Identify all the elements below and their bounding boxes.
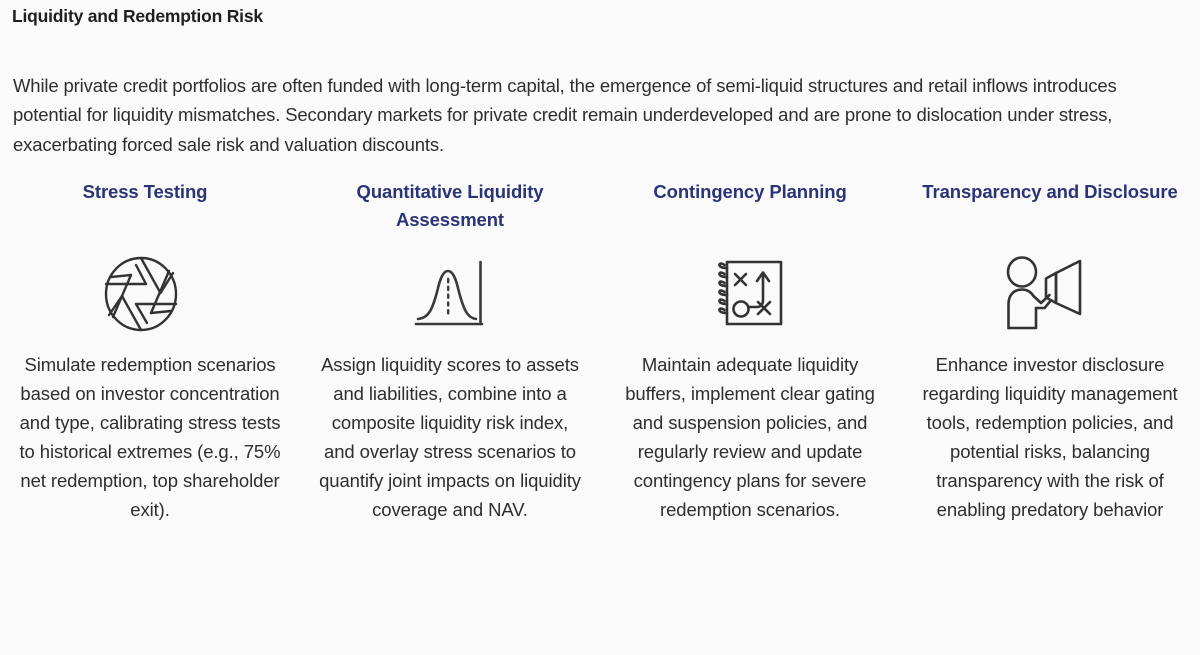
person-with-megaphone-icon-container — [1000, 238, 1086, 350]
pillar-column-contingency-planning — [600, 178, 900, 524]
person-with-megaphone-icon — [1000, 256, 1086, 332]
intro-paragraph: While private credit portfolios are often funded with long-term capital, the emergence of semi-liquid structures and retail inflows introduces potential for liquidity mismatches. Secondary markets for private credit remain underdeveloped and are prone to dislocation under stress, exacerbating forced sale risk and valuation discounts. — [13, 74, 1117, 155]
aperture-icon — [103, 255, 179, 333]
pillar-heading-transparency-and-disclosure: Transparency and Disclosure — [922, 181, 1178, 202]
strategy-playbook-icon-container — [714, 238, 786, 350]
bell-curve-chart-icon-container — [414, 238, 486, 350]
pillar-body-transparency-and-disclosure: Enhance investor disclosure regarding liquidity management tools, redemption policies, and potential risks, balancing transparency with the risk of enabling predatory behavior — [922, 354, 1178, 520]
pillar-body-contingency-planning: Maintain adequate liquidity buffers, implement clear gating and suspension policies, and regularly review and update contingency plans for severe redemption scenarios. — [625, 354, 875, 520]
pillar-heading-quantitative-liquidity-assessment: Quantitative Liquidity Assessment — [356, 181, 544, 230]
pillar-columns — [0, 178, 1200, 524]
pillar-column-transparency-and-disclosure — [900, 178, 1200, 524]
strategy-playbook-icon — [714, 257, 786, 331]
pillar-column-stress-testing — [0, 178, 300, 524]
pillar-column-quantitative-liquidity-assessment — [300, 178, 600, 524]
page-title: Liquidity and Redemption Risk — [12, 6, 263, 26]
pillar-body-stress-testing: Simulate redemption scenarios based on investor concentration and type, calibrating stress tests to historical extremes (e.g., 75% net redemption, top shareholder exit). — [19, 354, 281, 520]
aperture-icon-container — [103, 238, 179, 350]
pillar-body-quantitative-liquidity-assessment: Assign liquidity scores to assets and liabilities, combine into a composite liquidity risk index, and overlay stress scenarios to quantify joint impacts on liquidity coverage and NAV. — [319, 354, 581, 520]
pillar-heading-contingency-planning: Contingency Planning — [653, 181, 847, 202]
bell-curve-chart-icon — [414, 259, 486, 329]
pillar-heading-stress-testing: Stress Testing — [82, 181, 208, 202]
